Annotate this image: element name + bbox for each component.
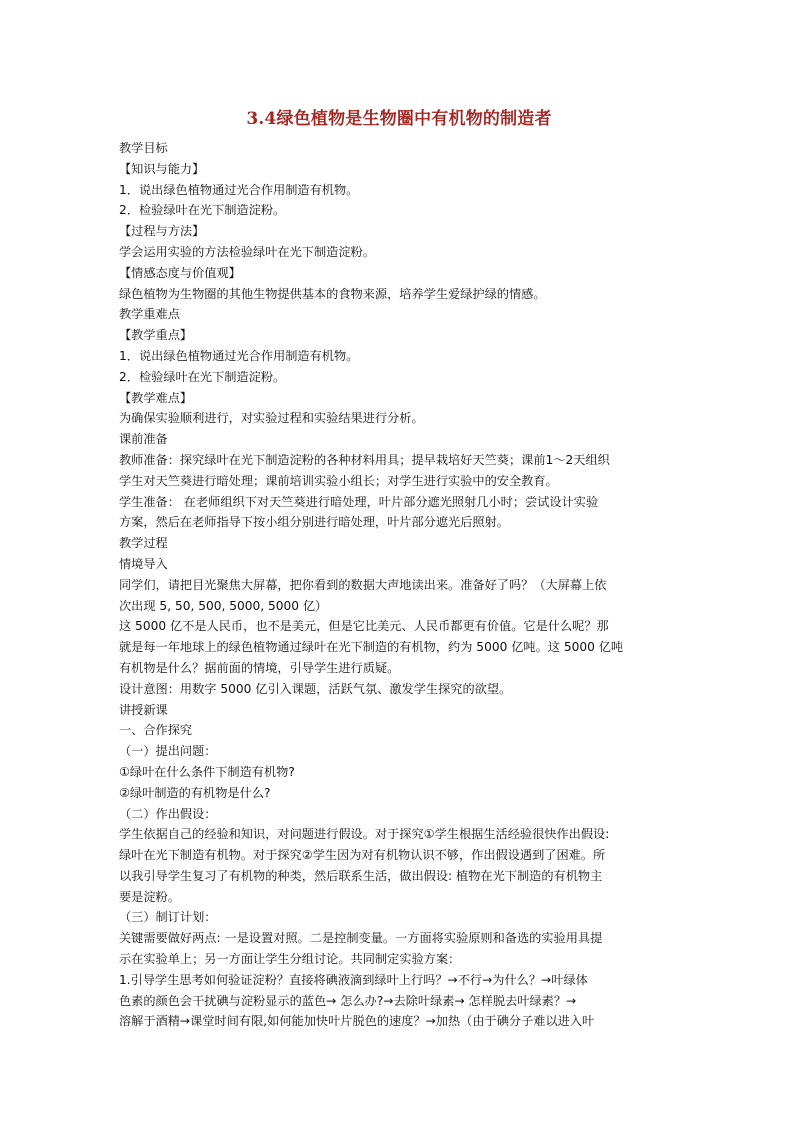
text-line: 课前准备 (119, 432, 168, 447)
text-line: ①绿叶在什么条件下制造有机物? (119, 764, 295, 779)
text-line: 2．检验绿叶在光下制造淀粉。 (119, 203, 286, 218)
text-line: 情境导入 (119, 556, 168, 571)
text-line: 【教学难点】 (119, 390, 193, 405)
text-line: 【教学重点】 (119, 328, 193, 343)
text-line: 学生准备： 在老师组织下对天竺葵进行暗处理，叶片部分遮光照射几小时；尝试设计实验 (119, 494, 599, 509)
text-line: 示在实验单上；另一方面让学生分组讨论。共同制定实验方案： (119, 952, 461, 967)
text-line: 关键需要做好两点: 一是设置对照。二是控制变量。一方面将实验原则和备选的实验用具提 (119, 931, 603, 946)
text-line: 要是淀粉。 (119, 889, 180, 904)
text-line: 同学们，请把目光聚焦大屏幕，把你看到的数据大声地读出来。准备好了吗？（大屏幕上依 (119, 577, 607, 592)
text-line: 学生对天竺葵进行暗处理；课前培训实验小组长；对学生进行实验中的安全教育。 (119, 473, 558, 488)
text-line: 绿叶在光下制造有机物。对于探究②学生因为对有机物认识不够，作出假设遇到了困难。所 (119, 848, 606, 863)
text-line: 2．检验绿叶在光下制造淀粉。 (119, 369, 286, 384)
text-line: ②绿叶制造的有机物是什么? (119, 785, 271, 800)
text-line: 这 5000 亿不是人民币，也不是美元，但是它比美元、人民币都更有价值。它是什么呢？那 (119, 619, 609, 634)
text-line: 为确保实验顺利进行，对实验过程和实验结果进行分析。 (119, 411, 424, 426)
text-line: 讲授新课 (119, 702, 168, 717)
text-line: 教学过程 (119, 536, 168, 551)
text-line: 设计意图：用数字 5000 亿引入课题，活跃气氛、激发学生探究的欲望。 (119, 681, 512, 696)
text-line: 1.引导学生思考如何验证淀粉？直接将碘液滴到绿叶上行吗？→不行→为什么？→叶绿体 (119, 972, 588, 987)
text-line: 1．说出绿色植物通过光合作用制造有机物。 (119, 182, 359, 197)
text-line: 教师准备：探究绿叶在光下制造淀粉的各种材料用具；提早栽培好天竺葵；课前1～2天组织 (119, 452, 610, 467)
text-line: 【情感态度与价值观】 (119, 265, 241, 280)
text-line: （二）作出假设： (119, 806, 217, 821)
text-line: 有机物是什么？据前面的情境，引导学生进行质疑。 (119, 660, 400, 675)
text-line: 学会运用实验的方法检验绿叶在光下制造淀粉。 (119, 244, 375, 259)
document-title: 3.4绿色植物是生物圈中有机物的制造者 (246, 109, 552, 129)
text-line: 1．说出绿色植物通过光合作用制造有机物。 (119, 348, 359, 363)
text-line: 【过程与方法】 (119, 224, 205, 239)
text-line: 色素的颜色会干扰碘与淀粉显示的蓝色→ 怎么办?→去除叶绿素→ 怎样脱去叶绿素？→ (119, 993, 577, 1008)
text-line: （三）制订计划： (119, 910, 217, 925)
text-line: 教学目标 (119, 141, 168, 155)
text-line: 教学重难点 (119, 307, 180, 322)
text-line: 学生依据自己的经验和知识，对问题进行假设。对于探究①学生根据生活经验很快作出假设: (119, 827, 610, 842)
text-line: 次出现 5, 50, 500, 5000, 5000 亿） (119, 598, 328, 613)
text-line: 绿色植物为生物圈的其他生物提供基本的食物来源，培养学生爱绿护绿的情感。 (119, 286, 546, 301)
text-line: 就是每一年地球上的绿色植物通过绿叶在光下制造的有机物，约为 5000 亿吨。这 5000 亿吨 (119, 640, 624, 655)
text-line: 一、合作探究 (119, 723, 193, 738)
text-line: 【知识与能力】 (119, 161, 205, 176)
text-line: 方案，然后在老师指导下按小组分别进行暗处理，叶片部分遮光后照射。 (119, 515, 509, 530)
document-body (119, 138, 679, 1032)
text-line: （一）提出问题： (119, 744, 217, 759)
text-line: 溶解于酒精→课堂时间有限,如何能加快叶片脱色的速度？→加热（由于碘分子难以进入叶 (119, 1014, 595, 1029)
text-line: 以我引导学生复习了有机物的种类，然后联系生活，做出假设: 植物在光下制造的有机物主 (119, 868, 603, 883)
document-page (119, 106, 679, 1032)
